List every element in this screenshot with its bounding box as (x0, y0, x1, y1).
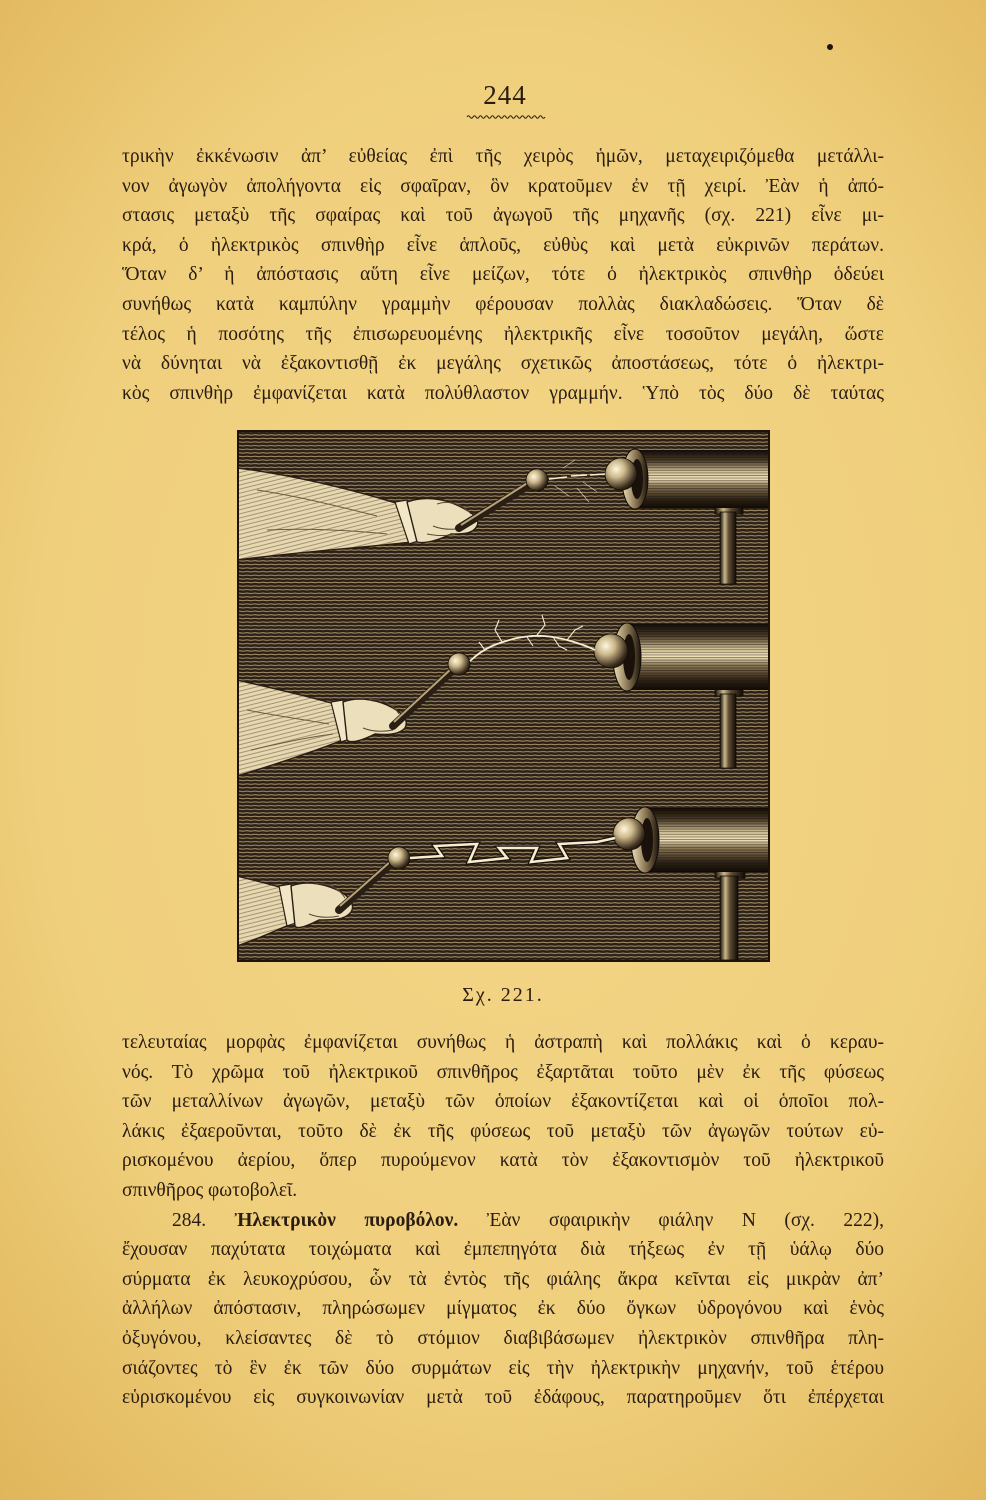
conductor-knob (594, 634, 628, 668)
page-number-ornament (466, 113, 548, 121)
conductor-support-post (720, 876, 738, 960)
conductor-support-post (720, 512, 736, 584)
text-line: εὑρισκομένου εἰς συγκοινωνίαν μετὰ τοῦ ἐδάφους, παρατηροῦμεν ὅτι ἐπέρχεται (122, 1387, 884, 1409)
text-line: κρά, ὁ ἠλεκτρικὸς σπινθὴρ εἶνε ἁπλοῦς, εὐθὺς καὶ μετὰ εὐκρινῶν περάτων. (122, 234, 884, 256)
figure-caption: Σχ. 221. (462, 984, 544, 1006)
text-line: νον ἀγωγὸν ἀπολήγοντα εἰς σφαῖραν, ὃν κρατοῦμεν ἐν τῇ χειρί. Ἐὰν ἡ ἀπό- (122, 175, 884, 197)
text-line: κὸς σπινθὴρ ἐμφανίζεται κατὰ πολύθλαστον γραμμήν. Ὑπὸ τὸς δύο δὲ ταύτας (122, 382, 884, 404)
text-line: συνήθως κατὰ καμπύλην γραμμὴν φέρουσαν πολλὰς διακλαδώσεις. Ὅταν δὲ (122, 293, 884, 315)
page-number: 244 (483, 80, 527, 110)
text-line: ἔχουσαν παχύτατα τοιχώματα καὶ ἐμπεπηγότα διὰ τήξεως ἐν τῇ ὑάλῳ δύο (122, 1239, 884, 1261)
text-line: λάκις ἐξαεροῦνται, τοῦτο δὲ ἐκ τῆς φύσεως τοῦ μεταξὺ τῶν ἀγωγῶν τούτων εὑ- (122, 1120, 884, 1142)
figure (237, 430, 770, 962)
discharger-sphere (526, 469, 548, 491)
text-line: ὀξυγόνου, κλείσαντες δὲ τὸ στόμιον διαβιβάσωμεν ἠλεκτρικὸν σπινθῆρα πλη- (122, 1327, 884, 1349)
ink-speck (827, 44, 833, 50)
section-284 (122, 1206, 884, 1413)
conductor-knob (613, 818, 645, 850)
text-line: τῶν μεταλλίνων ἀγωγῶν, μεταξὺ τῶν ὁποίων ἐξακοντίζεται καὶ οἱ ὁποῖοι πολ- (122, 1091, 884, 1113)
text-line: νός. Τὸ χρῶμα τοῦ ἠλεκτρικοῦ σπινθῆρος ἐξαρτᾶται τοῦτο μὲν ἐκ τῆς φύσεως (122, 1061, 884, 1083)
figure-illustration (237, 430, 770, 962)
section-heading-line (122, 1206, 884, 1236)
paragraph (122, 1028, 884, 1206)
text-line: τρικὴν ἐκκένωσιν ἀπ’ εὐθείας ἐπὶ τῆς χειρὸς ἡμῶν, μεταχειριζόμεθα μετάλλι- (122, 146, 884, 167)
text-line: ρισκομένου ἀερίου, ὅπερ πυρούμενον κατὰ τὸν ἐξακοντισμὸν τοῦ ἠλεκτρικοῦ (122, 1150, 884, 1172)
paragraph (122, 142, 884, 408)
discharger-sphere (388, 847, 410, 869)
section-number: 284. (172, 1209, 207, 1231)
conductor-knob (605, 458, 637, 490)
text-line: ἀλλήλων ἀπόστασιν, πληρώσωμεν μίγματος ἐκ δύο ὄγκων ὑδρογόνου καὶ ἑνὸς (122, 1298, 884, 1320)
discharger-sphere (448, 653, 470, 675)
text-line: νὰ δύνηται νὰ ἐξακοντισθῇ ἐκ μεγάλης σχετικῶς ἀποστάσεως, τότε ὁ ἠλεκτρι- (122, 353, 884, 375)
text-line: στασις μεταξὺ τῆς σφαίρας καὶ τοῦ ἀγωγοῦ τῆς μηχανῆς (σχ. 221) εἶνε μι- (122, 205, 884, 227)
text-line: τέλος ἡ ποσότης τῆς ἐπισωρευομένης ἠλεκτρικῆς εἶνε τοσοῦτον μεγάλη, ὥστε (122, 323, 884, 345)
text-continuation (122, 1028, 884, 1413)
section-text: Ἐὰν σφαιρικὴν φιάλην Ν (σχ. 222), (486, 1209, 885, 1231)
conductor-support-post (720, 694, 736, 768)
text-line: σπινθῆρος φωτοβολεῖ. (122, 1179, 298, 1201)
text-line: σιάζοντες τὸ ἓν ἐκ τῶν δύο συρμάτων εἰς τὴν ἠλεκτρικὴν μηχανήν, τοῦ ἑτέρου (122, 1357, 884, 1379)
text-line: τελευταίας μορφὰς ἐμφανίζεται συνήθως ἡ ἀστραπὴ καὶ πολλάκις καὶ ὁ κεραυ- (122, 1032, 884, 1053)
text-line: σύρματα ἐκ λευκοχρύσου, ὧν τὰ ἐντὸς τῆς φιάλης ἄκρα κεῖνται εἰς μικρὰν ἀπ’ (122, 1268, 884, 1290)
text-line: Ὅταν δ’ ἡ ἀπόστασις αὕτη εἶνε μείζων, τότε ὁ ἠλεκτρικὸς σπινθὴρ ὁδεύει (122, 264, 884, 286)
section-title: Ἠλεκτρικὸν πυροβόλον. (234, 1209, 459, 1231)
